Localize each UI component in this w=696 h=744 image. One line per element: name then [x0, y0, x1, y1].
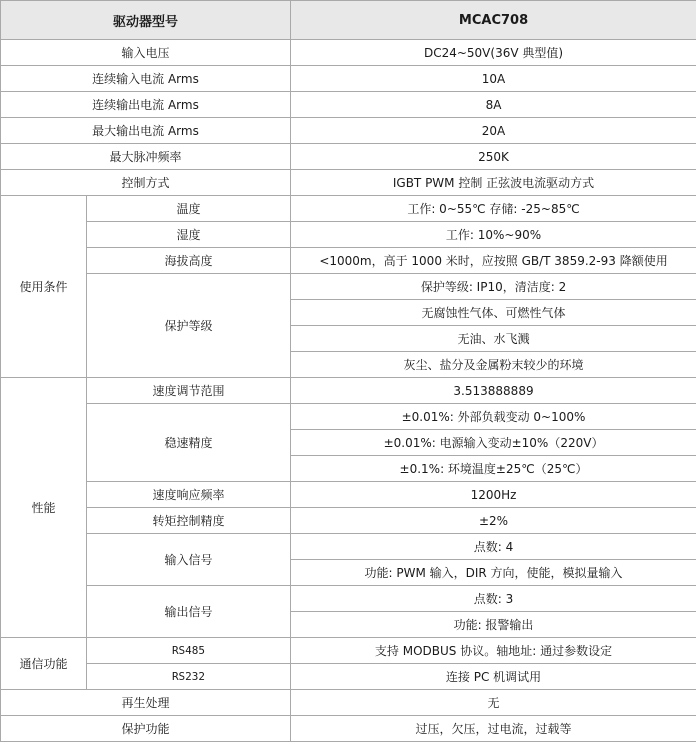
row-label: 控制方式	[1, 170, 291, 196]
table-row	[1, 144, 696, 170]
row-value: 连接 PC 机调试用	[291, 664, 696, 690]
row-value: IGBT PWM 控制 正弦波电流驱动方式	[291, 170, 696, 196]
row-value: 工作: 10%~90%	[291, 222, 696, 248]
row-value: 20A	[291, 118, 696, 144]
row-value: 过压，欠压，过电流，过载等	[291, 716, 696, 742]
table-row	[1, 690, 696, 716]
header-label: 驱动器型号	[1, 1, 291, 40]
row-value: 无	[291, 690, 696, 716]
table-row	[1, 40, 696, 66]
table-row	[1, 586, 696, 612]
row-value: ±0.01%: 外部负载变动 0~100%	[291, 404, 696, 430]
row-value: 灰尘、盐分及金属粉末较少的环境	[291, 352, 696, 378]
row-value: 保护等级: IP10，清洁度: 2	[291, 274, 696, 300]
row-value: 点数: 3	[291, 586, 696, 612]
table-row	[1, 664, 696, 690]
row-label: 输出信号	[87, 586, 291, 638]
row-value: 功能: 报警输出	[291, 612, 696, 638]
row-value: ±2%	[291, 508, 696, 534]
row-value: 3.513888889	[291, 378, 696, 404]
row-label: 速度响应频率	[87, 482, 291, 508]
row-value: 无油、水飞溅	[291, 326, 696, 352]
group-label-performance: 性能	[1, 378, 87, 638]
row-value: ±0.01%: 电源输入变动±10%（220V）	[291, 430, 696, 456]
row-label: 稳速精度	[87, 404, 291, 482]
row-label: 温度	[87, 196, 291, 222]
row-value: 1200Hz	[291, 482, 696, 508]
table-row	[1, 170, 696, 196]
table-row	[1, 534, 696, 560]
row-value: 工作: 0~55℃ 存储: -25~85℃	[291, 196, 696, 222]
row-label: 速度调节范围	[87, 378, 291, 404]
row-value: 点数: 4	[291, 534, 696, 560]
table-row	[1, 222, 696, 248]
group-label-usage: 使用条件	[1, 196, 87, 378]
row-value: ±0.1%: 环境温度±25℃（25℃）	[291, 456, 696, 482]
table-row	[1, 92, 696, 118]
row-label: 最大输出电流 Arms	[1, 118, 291, 144]
row-label: 输入电压	[1, 40, 291, 66]
row-label: RS232	[87, 664, 291, 690]
table-row	[1, 66, 696, 92]
row-value: <1000m，高于 1000 米时，应按照 GB/T 3859.2-93 降额使用	[291, 248, 696, 274]
row-label: 保护功能	[1, 716, 291, 742]
table-row	[1, 196, 696, 222]
table-row	[1, 274, 696, 300]
table-row	[1, 118, 696, 144]
row-label: 转矩控制精度	[87, 508, 291, 534]
row-value: 功能: PWM 输入，DIR 方向，使能，模拟量输入	[291, 560, 696, 586]
table-row	[1, 404, 696, 430]
header-row	[1, 1, 696, 40]
row-value: 250K	[291, 144, 696, 170]
row-value: 支持 MODBUS 协议。轴地址: 通过参数设定	[291, 638, 696, 664]
row-label: 连续输入电流 Arms	[1, 66, 291, 92]
row-value: 10A	[291, 66, 696, 92]
row-value: 无腐蚀性气体、可燃性气体	[291, 300, 696, 326]
header-value: MCAC708	[291, 1, 696, 40]
row-label: 保护等级	[87, 274, 291, 378]
row-label: 连续输出电流 Arms	[1, 92, 291, 118]
row-label: 再生处理	[1, 690, 291, 716]
row-label: 湿度	[87, 222, 291, 248]
table-row	[1, 508, 696, 534]
table-row	[1, 716, 696, 742]
row-label: 输入信号	[87, 534, 291, 586]
group-label-comm: 通信功能	[1, 638, 87, 690]
row-label: RS485	[87, 638, 291, 664]
row-label: 海拔高度	[87, 248, 291, 274]
row-value: DC24~50V(36V 典型值)	[291, 40, 696, 66]
row-label: 最大脉冲频率	[1, 144, 291, 170]
table-row	[1, 248, 696, 274]
table-row	[1, 482, 696, 508]
table-row	[1, 638, 696, 664]
table-row	[1, 378, 696, 404]
row-value: 8A	[291, 92, 696, 118]
